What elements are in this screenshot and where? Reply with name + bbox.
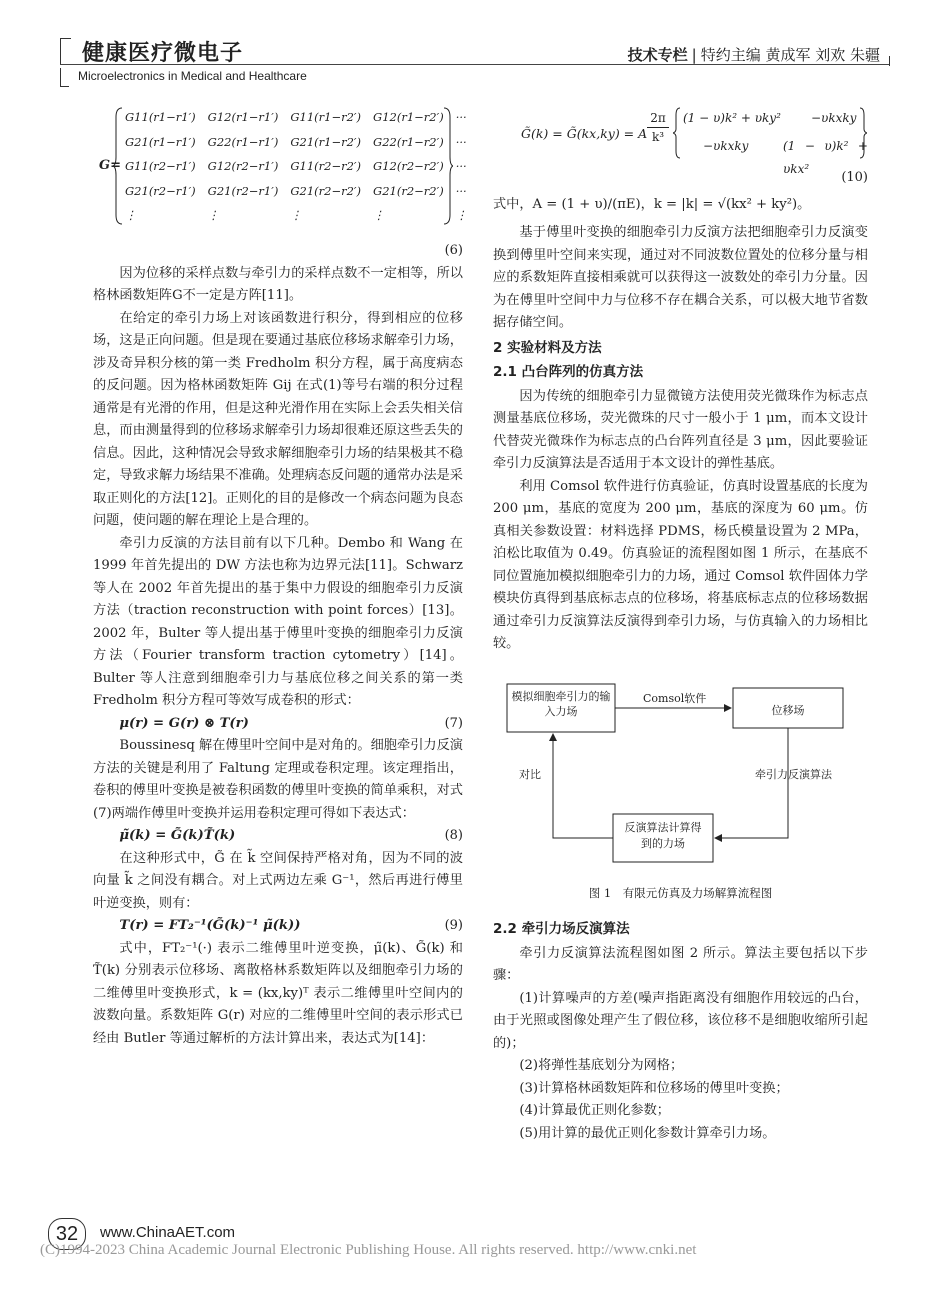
page-number: 32 <box>48 1218 86 1250</box>
paragraph: 因为位移的采样点数与牵引力的采样点数不一定相等，所以格林函数矩阵G不一定是方阵[11]。 <box>93 265 463 303</box>
matrix-cell: G21(r2−r1′) <box>207 183 279 198</box>
eq10-r1c2: −υkxky <box>811 111 857 125</box>
paragraph: 在这种形式中，G̃ 在 k̃ 空间保持严格对角，因为不同的波向量 k̃ 之间没有耦合。对上式两边左乘 G⁻¹，然后再进行傅里叶逆变换，则有： <box>93 850 463 911</box>
matrix-row <box>119 130 473 155</box>
paragraph: 基于傅里叶变换的细胞牵引力反演方法把细胞牵引力反演变换到傅里叶空间来实现，通过对不同波数位置处的位移分量与相应的系数矩阵直接相乘就可以获得这一波数处的牵引力分量。因为在傅里叶空间中力与位移不存在耦合关系，可以极大地节省数据存储空间。 <box>493 225 868 330</box>
figure-1-caption: 图 1 有限元仿真及力场解算流程图 <box>588 885 773 900</box>
matrix-cell: G21(r1−r2′) <box>290 134 362 149</box>
equation-9 <box>93 915 463 938</box>
eq9-body: T(r) = FT₂⁻¹(G̃(k)⁻¹ μ̃(k)) <box>119 918 301 933</box>
paragraph: 因为传统的细胞牵引力显微镜方法使用荧光微珠作为标志点测量基底位移场，荧光微珠的尺寸一般小于 1 μm，而本文设计代替荧光微珠作为标志点的凸台阵列直径是 3 μm，因此要验证牵引力反演算法是否适用于本文设计的弹性基底。 <box>493 388 868 471</box>
equation-7 <box>93 713 463 736</box>
flowchart-box-displacement: 位移场 <box>771 703 805 717</box>
paragraph: Boussinesq 解在傅里叶空间中是对角的。细胞牵引力反演方法的关键是利用了 Faltung 定理或卷积定理。该定理指出，卷积的傅里叶变换是被卷积函数的傅里叶变换的简单乘积，对式(7)两端作傅里叶变换并运用卷积定理可得如下表达式： <box>93 738 463 821</box>
eq10-frac-num: 2π <box>650 111 666 125</box>
paragraph: 利用 Comsol 软件进行仿真验证，仿真时设置基底的长度为 200 μm，基底的宽度为 200 μm，基底的深度为 60 μm。仿真相关参数设置：材料选择 PDMS，杨氏模量设置为 2 MPa，泊松比取值为 0.49。仿真验证的流程图如图 1 所示，在基底不同位置施加模拟细胞牵引力的力场，通过 Comsol 软件固体力学模块仿真得到基底标志点的位移场，将基底标志点的位移场数据通过牵引力反演算法反演得到牵引力场，与仿真输入的力场相比较。 <box>493 478 868 651</box>
matrix-cell: G22(r1−r1′) <box>207 134 279 149</box>
matrix-cell: ··· <box>455 183 467 198</box>
step-item: (2)将弹性基底划分为网格； <box>519 1058 684 1073</box>
matrix-cell: G21(r1−r1′) <box>125 134 196 149</box>
matrix-table <box>119 105 473 228</box>
matrix-cell: ⋮ <box>207 208 220 222</box>
eq10-left-brace <box>673 107 681 159</box>
copyright-notice: (C)1994-2023 China Academic Journal Electronic Publishing House. All rights reserved. http://www.cnki.net <box>40 1242 697 1258</box>
equation-6-matrix <box>93 105 468 240</box>
matrix-cell: G22(r1−r2′) <box>373 134 444 149</box>
matrix-row <box>119 154 473 179</box>
eq8-body: μ̃(k) = G̃(k)T̃(k) <box>119 828 236 843</box>
step-item: (3)计算格林函数矩阵和位移场的傅里叶变换； <box>519 1080 789 1096</box>
matrix-cell: ⋮ <box>373 208 385 222</box>
matrix-cell: G21(r2−r1′) <box>125 183 196 198</box>
section-heading: 2 实验材料及方法 <box>493 339 602 356</box>
paragraph: 式中，FT₂⁻¹(·) 表示二维傅里叶逆变换，μ̃(k)、G̃(k) 和 T̃(k) 分别表示位移场、离散格林系数矩阵以及细胞牵引力场的二维傅里叶变换形式，k = (kx,ky)ᵀ 表示二维傅里叶空间内的波数向量。系数矩阵 G(r) 对应的二维傅里叶空间的表示形式已经由 Butler 等通过解析的方法计算出来，表达式为[14]： <box>93 940 463 1046</box>
eq7-body: μ(r) = G(r) ⊗ T(r) <box>119 715 249 731</box>
matrix-cell: ··· <box>455 134 467 149</box>
matrix-cell: ⋮ <box>290 208 302 222</box>
section-label: 技术专栏 <box>627 46 688 64</box>
flowchart-label-comsol: Comsol软件 <box>643 691 707 705</box>
equation-10 <box>493 105 868 176</box>
header-corner-decoration-right <box>879 56 890 66</box>
page-header <box>60 36 890 86</box>
website-link[interactable]: www.ChinaAET.com <box>100 1224 236 1241</box>
figure-1-flowchart <box>493 674 868 874</box>
matrix-cell: G21(r2−r2′) <box>290 183 362 198</box>
matrix-cell: G11(r2−r1′) <box>125 159 196 173</box>
eq7-number: (7) <box>444 715 463 731</box>
equation-8 <box>93 825 463 848</box>
eq10-fraction <box>647 109 669 146</box>
subsection-heading: 2.2 牵引力场反演算法 <box>493 921 630 937</box>
matrix-label: G= <box>99 158 121 173</box>
eq10-number: (10) <box>841 170 868 185</box>
right-column <box>493 105 868 1145</box>
eq10-r1c1: (1 − υ)k² + υky² <box>683 111 781 125</box>
step-item: (4)计算最优正则化参数； <box>519 1103 670 1118</box>
paragraph: 牵引力反演算法流程图如图 2 所示。算法主要包括以下步骤： <box>493 945 868 983</box>
matrix-cell: ··· <box>455 159 467 173</box>
paragraph: 在给定的牵引力场上对该函数进行积分，得到相应的位移场，这是正向问题。但是现在要通过基底位移场求解牵引力场，涉及奇异积分核的第一类 Fredholm 积分方程，属于高度病态的反问题。因为格林函数矩阵 Gij 在式(1)等号右端的积分过程通常是有光滑的作用，但是这种光滑作用在实际上会丢失相关信息，而由测量得到的位移场求解牵引力场却很难还原这些丢失的信息。因此，这种情况会导致求解细胞牵引力场的结果极其不稳定，导致求解力场结果不准确。处理病态反问题的通常办法是采取正则化的方法[12]。正则化的目的是修改一个病态问题为良态问题，使问题的解在理论上是合理的。 <box>93 310 463 528</box>
eq10-lhs: G̃(k) = G̃(kx,ky) = A <box>521 126 648 141</box>
eq9-number: (9) <box>444 918 463 933</box>
flowchart-label-compare: 对比 <box>519 767 541 781</box>
matrix-row <box>119 179 473 204</box>
flowchart-label-inversion: 牵引力反演算法 <box>755 767 832 781</box>
editors-label: 特约主编 黄成军 刘欢 朱疆 <box>700 46 880 64</box>
eq6-number: (6) <box>444 243 463 258</box>
matrix-cell: G11(r2−r2′) <box>290 159 362 173</box>
flowchart-box-input-force: 模拟细胞牵引力的输入力场 <box>511 689 611 718</box>
flowchart-box-output-force: 反演算法计算得到的力场 <box>624 820 702 850</box>
matrix-cell: ⋮ <box>455 208 468 222</box>
matrix-cell: ··· <box>455 110 467 124</box>
matrix-row <box>119 203 473 228</box>
step-item: (5)用计算的最优正则化参数计算牵引力场。 <box>519 1125 776 1141</box>
matrix-cell: G12(r1−r1′) <box>207 110 279 124</box>
page-footer <box>40 1218 900 1278</box>
eq10-r2c1: −υkxky <box>703 139 749 153</box>
eq10-frac-den: k³ <box>647 127 669 146</box>
header-corner-decoration <box>60 38 71 65</box>
matrix-cell: G11(r1−r1′) <box>125 110 196 124</box>
journal-title: 健康医疗微电子 <box>82 40 244 66</box>
paragraph: 牵引力反演的方法目前有以下几种。Dembo 和 Wang 在 1999 年首先提出的 DW 方法也称为边界元法[11]。Schwarz 等人在 2002 年首先提出的基于集中力假设的细胞牵引力反演方法（traction reconstruction with point forces）[13]。2002 年，Bulter 等人提出基于傅里叶变换的细胞牵引力反演方法（Fourier transform traction cytometry）[14]。Bulter 等人注意到细胞牵引力与基底位移之间关系的第一类 Fredholm 积分方程可等效写成卷积的形式： <box>93 535 463 708</box>
eq10-right-brace <box>859 107 867 159</box>
matrix-cell: G12(r2−r1′) <box>207 159 279 173</box>
subsection-heading: 2.1 凸台阵列的仿真方法 <box>493 364 644 380</box>
left-column <box>93 105 468 1050</box>
matrix-cell: ⋮ <box>125 208 137 222</box>
step-item: (1)计算噪声的方差(噪声指距离没有细胞作用较远的凸台，由于光照或图像处理产生了假位移，该位移不是细胞收缩所引起的)； <box>493 990 868 1051</box>
journal-subtitle: Microelectronics in Medical and Healthcare <box>78 69 307 83</box>
matrix-cell: G21(r2−r2′) <box>373 183 444 198</box>
eq10-r2c2: (1 − υ)k² + υkx² <box>783 139 868 176</box>
matrix-row <box>119 105 473 130</box>
matrix-cell: G12(r2−r2′) <box>373 159 444 173</box>
eq8-number: (8) <box>444 828 463 843</box>
header-rule <box>60 64 890 65</box>
header-corner-decoration-left <box>60 68 69 87</box>
matrix-cell: G11(r1−r2′) <box>290 110 362 124</box>
header-section-info: 技术专栏 | 特约主编 黄成军 刘欢 朱疆 <box>627 46 880 64</box>
eq10-where: 式中，A = (1 + υ)/(πE)，k = |k| = √(kx² + ky²)。 <box>493 196 811 212</box>
matrix-cell: G12(r1−r2′) <box>373 110 444 124</box>
